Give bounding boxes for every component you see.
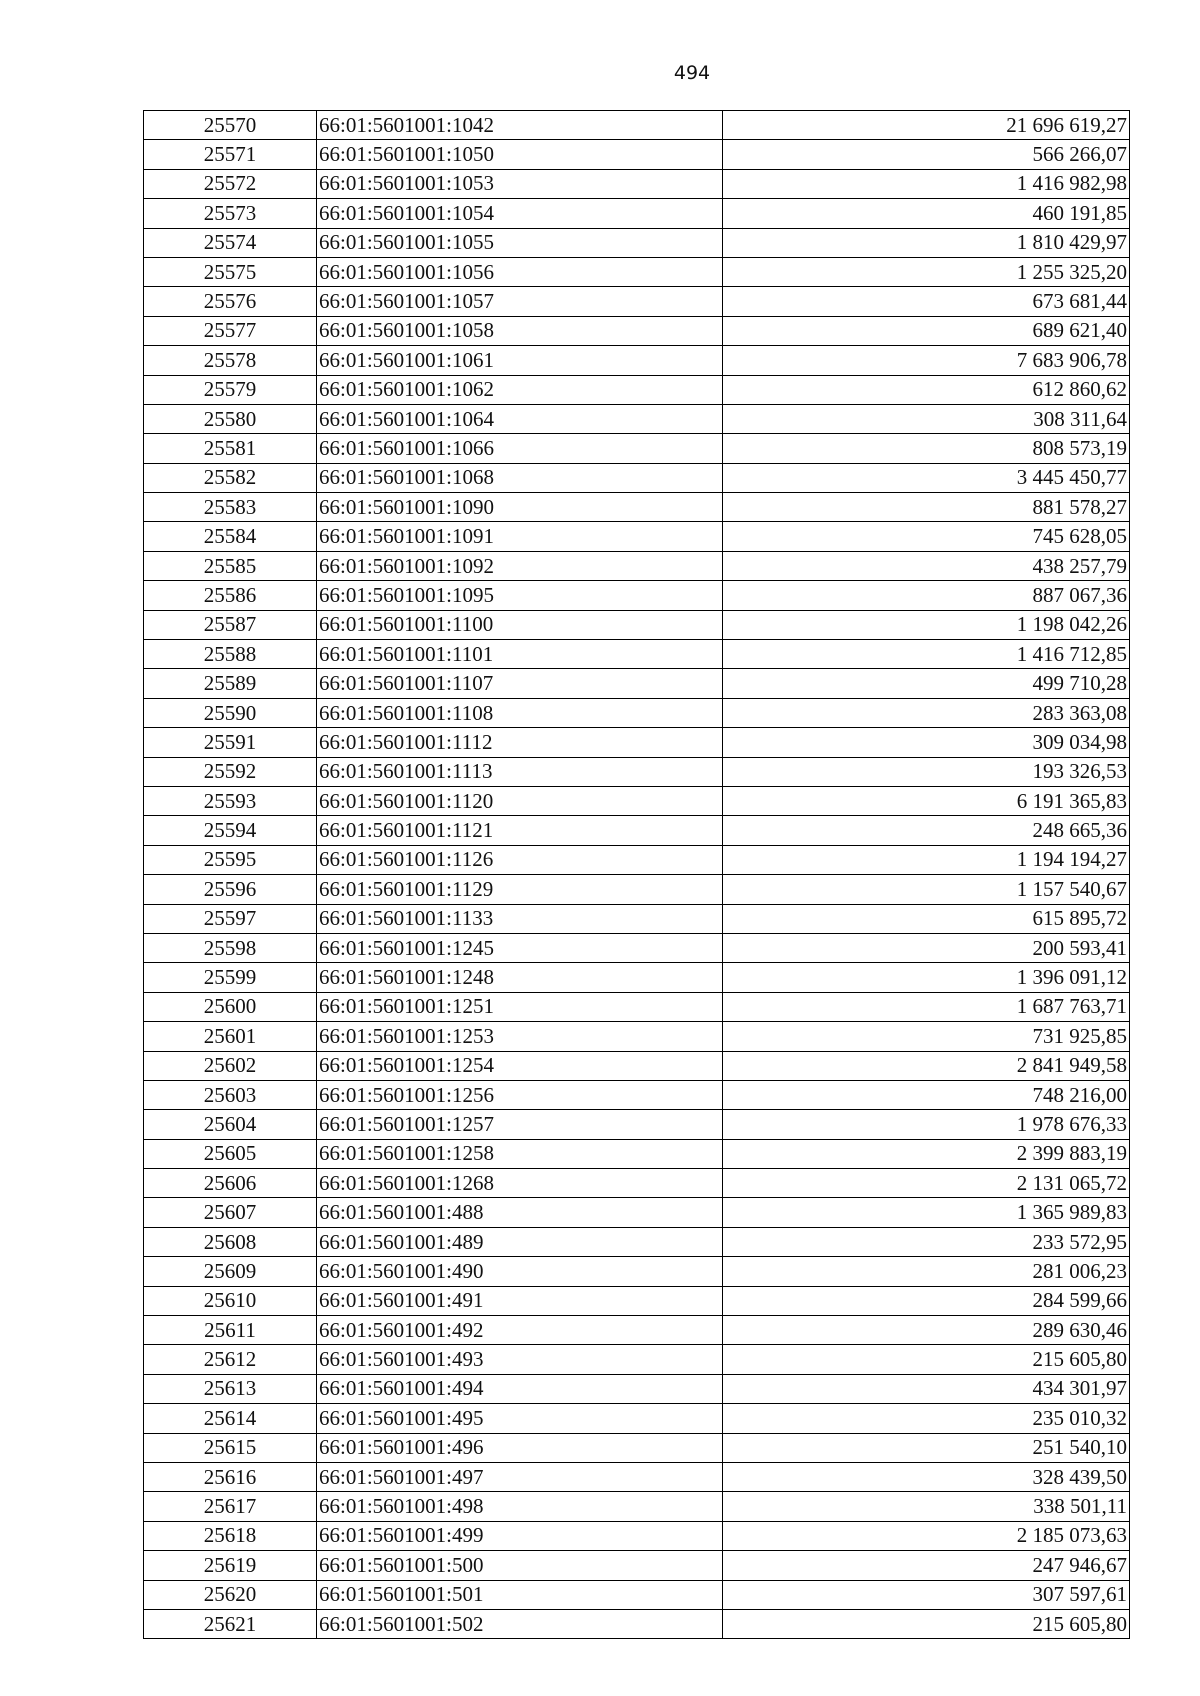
row-number: 25575 — [144, 257, 317, 286]
cadastral-number: 66:01:5601001:1042 — [317, 111, 723, 140]
row-number: 25583 — [144, 493, 317, 522]
cadastral-number: 66:01:5601001:1090 — [317, 493, 723, 522]
cadastral-number: 66:01:5601001:1254 — [317, 1051, 723, 1080]
cadastral-number: 66:01:5601001:1248 — [317, 963, 723, 992]
cadastral-value: 1 157 540,67 — [723, 875, 1130, 904]
table-row — [144, 992, 1130, 1021]
table-row — [144, 786, 1130, 815]
cadastral-value: 7 683 906,78 — [723, 346, 1130, 375]
table-row — [144, 1609, 1130, 1638]
row-number: 25581 — [144, 434, 317, 463]
row-number: 25591 — [144, 728, 317, 757]
cadastral-number: 66:01:5601001:1066 — [317, 434, 723, 463]
cadastral-number: 66:01:5601001:1091 — [317, 522, 723, 551]
cadastral-value: 1 255 325,20 — [723, 257, 1130, 286]
cadastral-number: 66:01:5601001:1050 — [317, 140, 723, 169]
cadastral-number: 66:01:5601001:1129 — [317, 875, 723, 904]
row-number: 25620 — [144, 1580, 317, 1609]
cadastral-value: 2 841 949,58 — [723, 1051, 1130, 1080]
cadastral-number: 66:01:5601001:489 — [317, 1227, 723, 1256]
row-number: 25592 — [144, 757, 317, 786]
table-row — [144, 698, 1130, 727]
cadastral-value: 289 630,46 — [723, 1316, 1130, 1345]
cadastral-value: 612 860,62 — [723, 375, 1130, 404]
cadastral-value: 438 257,79 — [723, 551, 1130, 580]
cadastral-number: 66:01:5601001:1251 — [317, 992, 723, 1021]
cadastral-value: 881 578,27 — [723, 493, 1130, 522]
row-number: 25589 — [144, 669, 317, 698]
cadastral-value: 689 621,40 — [723, 316, 1130, 345]
row-number: 25613 — [144, 1374, 317, 1403]
cadastral-value: 248 665,36 — [723, 816, 1130, 845]
row-number: 25580 — [144, 404, 317, 433]
cadastral-value: 460 191,85 — [723, 199, 1130, 228]
table-row — [144, 1433, 1130, 1462]
cadastral-value: 3 445 450,77 — [723, 463, 1130, 492]
cadastral-number: 66:01:5601001:1108 — [317, 698, 723, 727]
table-row — [144, 845, 1130, 874]
cadastral-value: 566 266,07 — [723, 140, 1130, 169]
row-number: 25586 — [144, 581, 317, 610]
table-row — [144, 728, 1130, 757]
row-number: 25601 — [144, 1022, 317, 1051]
cadastral-number: 66:01:5601001:1054 — [317, 199, 723, 228]
cadastral-number: 66:01:5601001:1092 — [317, 551, 723, 580]
table-row — [144, 493, 1130, 522]
row-number: 25597 — [144, 904, 317, 933]
table-row — [144, 463, 1130, 492]
cadastral-value: 731 925,85 — [723, 1022, 1130, 1051]
cadastral-value: 2 185 073,63 — [723, 1521, 1130, 1550]
cadastral-number: 66:01:5601001:1056 — [317, 257, 723, 286]
row-number: 25619 — [144, 1551, 317, 1580]
table-row — [144, 933, 1130, 962]
row-number: 25572 — [144, 169, 317, 198]
table-row — [144, 1257, 1130, 1286]
cadastral-value: 309 034,98 — [723, 728, 1130, 757]
table-row — [144, 1404, 1130, 1433]
table-row — [144, 1286, 1130, 1315]
cadastral-number: 66:01:5601001:1245 — [317, 933, 723, 962]
cadastral-number: 66:01:5601001:1053 — [317, 169, 723, 198]
row-number: 25610 — [144, 1286, 317, 1315]
cadastral-value: 1 416 712,85 — [723, 640, 1130, 669]
row-number: 25615 — [144, 1433, 317, 1462]
row-number: 25596 — [144, 875, 317, 904]
table-row — [144, 375, 1130, 404]
table-body — [144, 111, 1130, 1639]
row-number: 25571 — [144, 140, 317, 169]
row-number: 25593 — [144, 786, 317, 815]
table-row — [144, 551, 1130, 580]
cadastral-number: 66:01:5601001:502 — [317, 1609, 723, 1638]
cadastral-value: 307 597,61 — [723, 1580, 1130, 1609]
cadastral-value: 748 216,00 — [723, 1080, 1130, 1109]
cadastral-number: 66:01:5601001:494 — [317, 1374, 723, 1403]
cadastral-number: 66:01:5601001:1120 — [317, 786, 723, 815]
row-number: 25570 — [144, 111, 317, 140]
row-number: 25594 — [144, 816, 317, 845]
cadastral-number: 66:01:5601001:491 — [317, 1286, 723, 1315]
cadastral-value: 1 194 194,27 — [723, 845, 1130, 874]
cadastral-number: 66:01:5601001:497 — [317, 1462, 723, 1491]
cadastral-value: 1 198 042,26 — [723, 610, 1130, 639]
cadastral-number: 66:01:5601001:1062 — [317, 375, 723, 404]
row-number: 25604 — [144, 1110, 317, 1139]
row-number: 25576 — [144, 287, 317, 316]
cadastral-value: 21 696 619,27 — [723, 111, 1130, 140]
table-row — [144, 669, 1130, 698]
row-number: 25590 — [144, 698, 317, 727]
cadastral-number: 66:01:5601001:1057 — [317, 287, 723, 316]
cadastral-number: 66:01:5601001:501 — [317, 1580, 723, 1609]
cadastral-number: 66:01:5601001:493 — [317, 1345, 723, 1374]
cadastral-number: 66:01:5601001:1100 — [317, 610, 723, 639]
cadastral-number: 66:01:5601001:1257 — [317, 1110, 723, 1139]
table-row — [144, 1345, 1130, 1374]
row-number: 25587 — [144, 610, 317, 639]
cadastral-value: 2 399 883,19 — [723, 1139, 1130, 1168]
row-number: 25609 — [144, 1257, 317, 1286]
table-row — [144, 1110, 1130, 1139]
cadastral-number: 66:01:5601001:1068 — [317, 463, 723, 492]
row-number: 25607 — [144, 1198, 317, 1227]
table-row — [144, 140, 1130, 169]
table-row — [144, 1022, 1130, 1051]
table-row — [144, 581, 1130, 610]
cadastral-value: 193 326,53 — [723, 757, 1130, 786]
table-row — [144, 610, 1130, 639]
table-row — [144, 963, 1130, 992]
cadastral-number: 66:01:5601001:1064 — [317, 404, 723, 433]
table-row — [144, 1551, 1130, 1580]
row-number: 25599 — [144, 963, 317, 992]
cadastral-value: 499 710,28 — [723, 669, 1130, 698]
cadastral-number: 66:01:5601001:1258 — [317, 1139, 723, 1168]
cadastral-value: 247 946,67 — [723, 1551, 1130, 1580]
cadastral-value: 1 978 676,33 — [723, 1110, 1130, 1139]
cadastral-number: 66:01:5601001:1061 — [317, 346, 723, 375]
table-row — [144, 1492, 1130, 1521]
cadastral-value: 1 396 091,12 — [723, 963, 1130, 992]
table-row — [144, 287, 1130, 316]
row-number: 25595 — [144, 845, 317, 874]
table-row — [144, 199, 1130, 228]
cadastral-value: 745 628,05 — [723, 522, 1130, 551]
cadastral-value: 615 895,72 — [723, 904, 1130, 933]
table-row — [144, 875, 1130, 904]
row-number: 25606 — [144, 1169, 317, 1198]
table-row — [144, 346, 1130, 375]
cadastral-number: 66:01:5601001:490 — [317, 1257, 723, 1286]
row-number: 25621 — [144, 1609, 317, 1638]
row-number: 25579 — [144, 375, 317, 404]
cadastral-number: 66:01:5601001:492 — [317, 1316, 723, 1345]
cadastral-number: 66:01:5601001:1126 — [317, 845, 723, 874]
table-row — [144, 111, 1130, 140]
cadastral-value: 251 540,10 — [723, 1433, 1130, 1462]
row-number: 25618 — [144, 1521, 317, 1550]
row-number: 25617 — [144, 1492, 317, 1521]
cadastral-number: 66:01:5601001:1133 — [317, 904, 723, 933]
cadastral-number: 66:01:5601001:1121 — [317, 816, 723, 845]
cadastral-value: 215 605,80 — [723, 1345, 1130, 1374]
cadastral-value: 808 573,19 — [723, 434, 1130, 463]
table-row — [144, 228, 1130, 257]
table-row — [144, 1080, 1130, 1109]
cadastral-value: 1 687 763,71 — [723, 992, 1130, 1021]
cadastral-value-table — [143, 110, 1130, 1639]
row-number: 25602 — [144, 1051, 317, 1080]
cadastral-value: 283 363,08 — [723, 698, 1130, 727]
table-row — [144, 434, 1130, 463]
table-row — [144, 1169, 1130, 1198]
cadastral-number: 66:01:5601001:1055 — [317, 228, 723, 257]
cadastral-number: 66:01:5601001:1112 — [317, 728, 723, 757]
cadastral-number: 66:01:5601001:1253 — [317, 1022, 723, 1051]
cadastral-number: 66:01:5601001:496 — [317, 1433, 723, 1462]
cadastral-value: 673 681,44 — [723, 287, 1130, 316]
cadastral-number: 66:01:5601001:499 — [317, 1521, 723, 1550]
row-number: 25611 — [144, 1316, 317, 1345]
cadastral-value: 328 439,50 — [723, 1462, 1130, 1491]
table-row — [144, 404, 1130, 433]
row-number: 25600 — [144, 992, 317, 1021]
table-row — [144, 316, 1130, 345]
table-row — [144, 1521, 1130, 1550]
cadastral-value: 1 365 989,83 — [723, 1198, 1130, 1227]
cadastral-value: 235 010,32 — [723, 1404, 1130, 1433]
table-row — [144, 816, 1130, 845]
cadastral-number: 66:01:5601001:1058 — [317, 316, 723, 345]
table-row — [144, 904, 1130, 933]
cadastral-value: 1 416 982,98 — [723, 169, 1130, 198]
row-number: 25614 — [144, 1404, 317, 1433]
cadastral-value: 434 301,97 — [723, 1374, 1130, 1403]
row-number: 25603 — [144, 1080, 317, 1109]
row-number: 25585 — [144, 551, 317, 580]
row-number: 25608 — [144, 1227, 317, 1256]
row-number: 25598 — [144, 933, 317, 962]
row-number: 25574 — [144, 228, 317, 257]
row-number: 25573 — [144, 199, 317, 228]
row-number: 25612 — [144, 1345, 317, 1374]
table-row — [144, 1139, 1130, 1168]
cadastral-value: 338 501,11 — [723, 1492, 1130, 1521]
table-row — [144, 1580, 1130, 1609]
table-row — [144, 257, 1130, 286]
cadastral-number: 66:01:5601001:1107 — [317, 669, 723, 698]
cadastral-value: 1 810 429,97 — [723, 228, 1130, 257]
table-row — [144, 1374, 1130, 1403]
row-number: 25578 — [144, 346, 317, 375]
cadastral-number: 66:01:5601001:1101 — [317, 640, 723, 669]
cadastral-number: 66:01:5601001:1256 — [317, 1080, 723, 1109]
table-row — [144, 1462, 1130, 1491]
row-number: 25605 — [144, 1139, 317, 1168]
cadastral-value: 200 593,41 — [723, 933, 1130, 962]
table-row — [144, 1198, 1130, 1227]
table-row — [144, 1051, 1130, 1080]
cadastral-number: 66:01:5601001:495 — [317, 1404, 723, 1433]
row-number: 25577 — [144, 316, 317, 345]
cadastral-number: 66:01:5601001:1268 — [317, 1169, 723, 1198]
cadastral-value: 284 599,66 — [723, 1286, 1130, 1315]
row-number: 25582 — [144, 463, 317, 492]
table-row — [144, 640, 1130, 669]
row-number: 25616 — [144, 1462, 317, 1491]
cadastral-value: 2 131 065,72 — [723, 1169, 1130, 1198]
cadastral-number: 66:01:5601001:1113 — [317, 757, 723, 786]
table-row — [144, 169, 1130, 198]
cadastral-value: 281 006,23 — [723, 1257, 1130, 1286]
cadastral-value: 308 311,64 — [723, 404, 1130, 433]
table-row — [144, 522, 1130, 551]
cadastral-value: 887 067,36 — [723, 581, 1130, 610]
cadastral-number: 66:01:5601001:500 — [317, 1551, 723, 1580]
cadastral-number: 66:01:5601001:498 — [317, 1492, 723, 1521]
table-row — [144, 1316, 1130, 1345]
table-row — [144, 757, 1130, 786]
row-number: 25584 — [144, 522, 317, 551]
cadastral-value: 6 191 365,83 — [723, 786, 1130, 815]
page-number: 494 — [673, 62, 711, 84]
row-number: 25588 — [144, 640, 317, 669]
cadastral-value: 233 572,95 — [723, 1227, 1130, 1256]
cadastral-number: 66:01:5601001:488 — [317, 1198, 723, 1227]
table-row — [144, 1227, 1130, 1256]
cadastral-number: 66:01:5601001:1095 — [317, 581, 723, 610]
cadastral-value: 215 605,80 — [723, 1609, 1130, 1638]
